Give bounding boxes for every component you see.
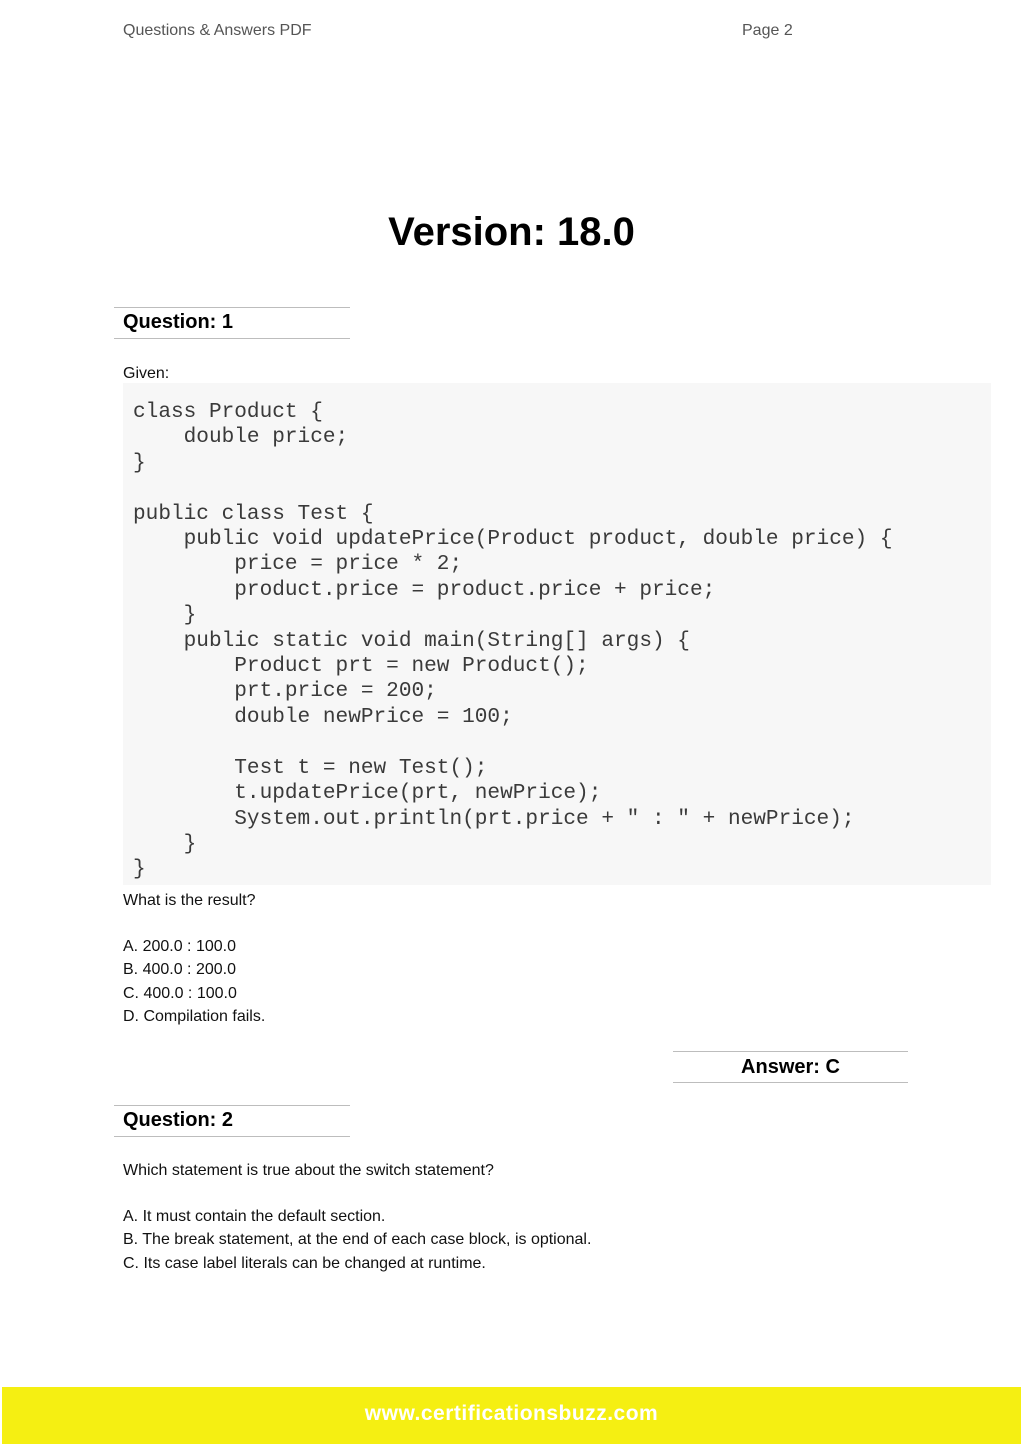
question-1-heading: Question: 1 bbox=[123, 311, 234, 333]
header-title: Questions & Answers PDF bbox=[123, 22, 312, 39]
code-snippet: class Product { double price; } public class Test { public void updatePrice(Product product, double price) { price = price * 2; product.price = product.price + price; } public static void main(String[] args) { Product prt = new Product(); prt.price = 200; double newPrice = 100; Test t = new Test(); t.updatePrice(prt, newPrice); System.out.println(prt.price + " : " + newPrice); } } bbox=[133, 400, 893, 882]
question-2-heading: Question: 2 bbox=[123, 1109, 234, 1131]
question-1-heading-box bbox=[114, 307, 350, 339]
question-2-heading-box bbox=[114, 1105, 350, 1137]
option-b: B. The break statement, at the end of each case block, is optional. bbox=[123, 1231, 592, 1249]
option-a: A. 200.0 : 100.0 bbox=[123, 938, 236, 955]
code-image bbox=[123, 383, 991, 885]
question-1-intro: Given: bbox=[123, 365, 170, 382]
answer-box bbox=[673, 1051, 908, 1083]
option-d: D. Compilation fails. bbox=[123, 1007, 266, 1025]
question-2-prompt: Which statement is true about the switch statement? bbox=[123, 1162, 494, 1179]
option-a: A. It must contain the default section. bbox=[123, 1208, 386, 1225]
option-c: C. 400.0 : 100.0 bbox=[123, 984, 237, 1002]
question-1-options bbox=[123, 935, 265, 1028]
page-number: Page 2 bbox=[742, 22, 793, 39]
version-title: Version: 18.0 bbox=[388, 210, 635, 254]
footer-url[interactable]: www.certificationsbuzz.com bbox=[364, 1402, 659, 1425]
footer-banner bbox=[2, 1387, 1021, 1444]
question-2-options bbox=[123, 1205, 591, 1275]
option-c: C. Its case label literals can be changed at runtime. bbox=[123, 1254, 486, 1272]
option-b: B. 400.0 : 200.0 bbox=[123, 961, 236, 979]
answer-label: Answer: C bbox=[741, 1056, 840, 1078]
question-1-prompt: What is the result? bbox=[123, 892, 256, 909]
